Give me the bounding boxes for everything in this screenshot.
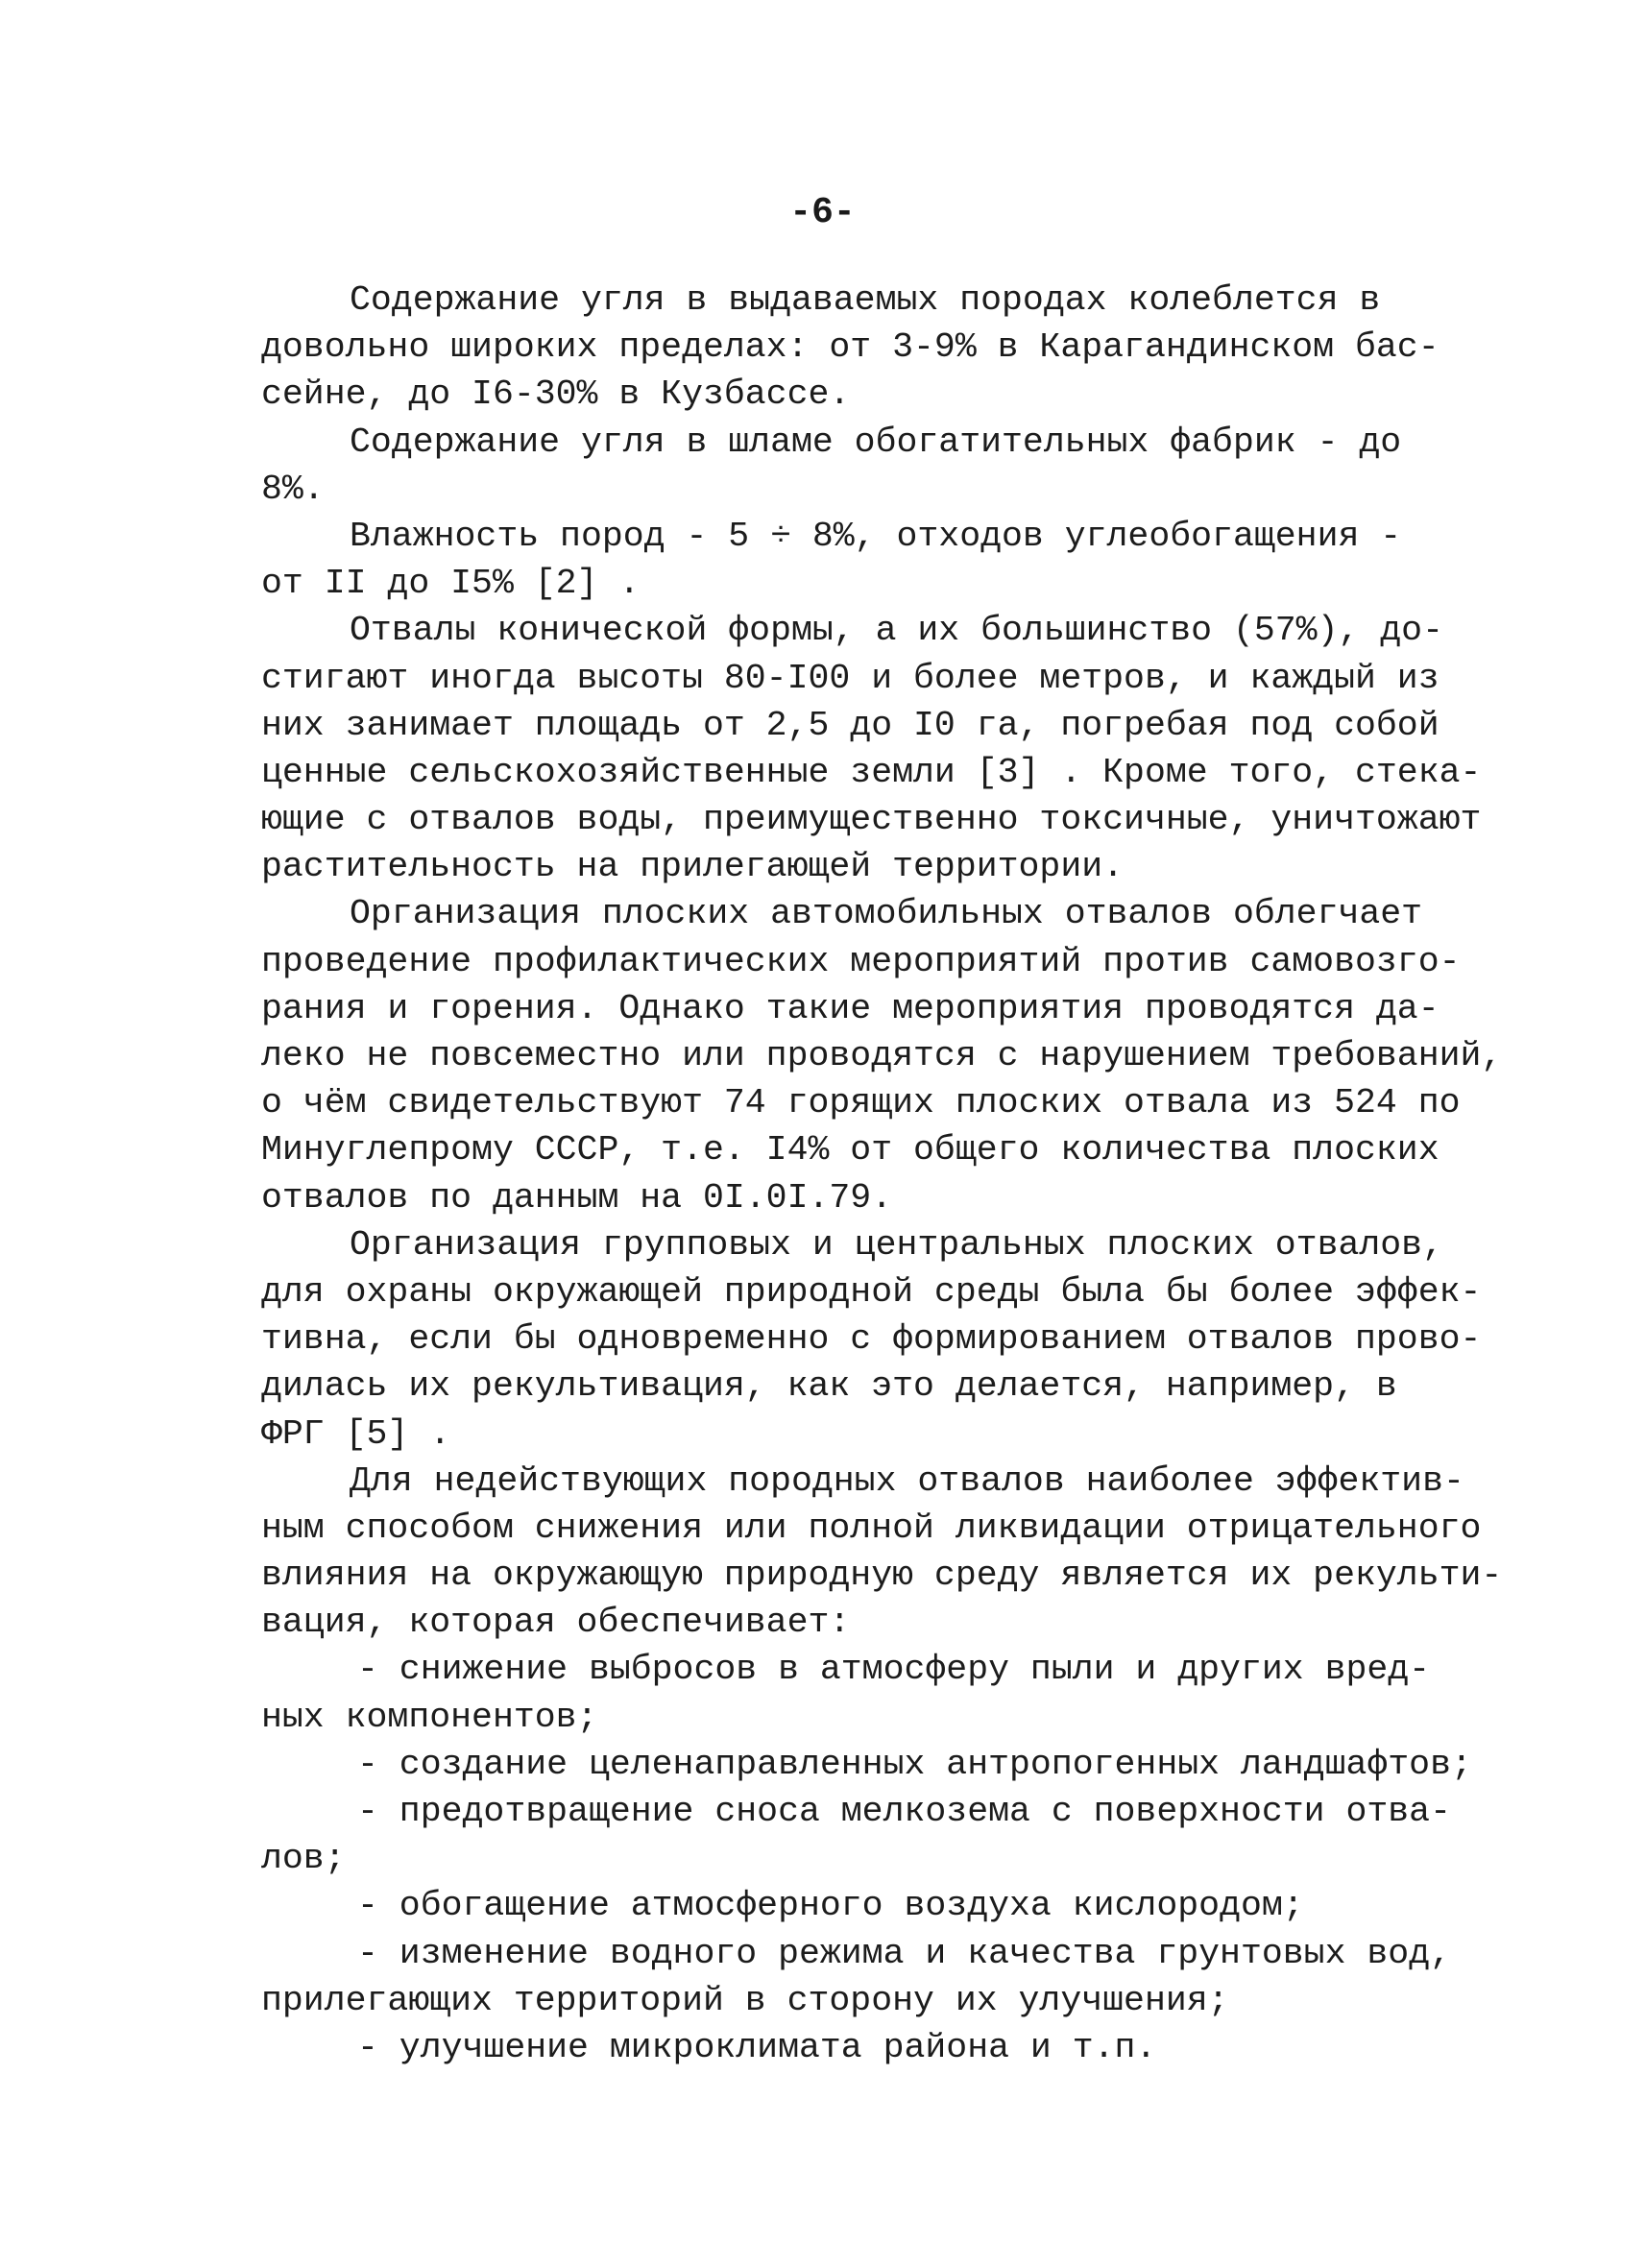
text-line: 8%. xyxy=(261,469,325,509)
text-line: - изменение водного режима и качества грунтовых вод, xyxy=(357,1933,1451,1973)
text-line: лов; xyxy=(261,1839,346,1879)
text-line: влияния на окружающую природную среду является их рекульти- xyxy=(261,1556,1503,1596)
text-line: тивна, если бы одновременно с формированием отвалов прово- xyxy=(261,1319,1482,1360)
text-line: довольно широких пределах: от 3-9% в Карагандинском бас- xyxy=(261,327,1439,368)
text-line: рания и горения. Однако такие мероприятия проводятся да- xyxy=(261,988,1439,1028)
text-line: ным способом снижения или полной ликвидации отрицательного xyxy=(261,1508,1482,1548)
text-line: для охраны окружающей природной среды была бы более эффек- xyxy=(261,1271,1482,1312)
text-line: ценные сельскохозяйственные земли [3] . Кроме того, стека- xyxy=(261,752,1482,792)
text-line: - снижение выбросов в атмосферу пыли и других вред- xyxy=(357,1650,1431,1690)
text-line: - предотвращение сноса мелкозема с поверхности отва- xyxy=(357,1792,1451,1831)
text-line: - создание целенаправленных антропогенных ландшафтов; xyxy=(357,1744,1472,1784)
text-line: прилегающих территорий в сторону их улучшения; xyxy=(261,1980,1229,2020)
text-line: вация, которая обеспечивает: xyxy=(261,1603,851,1643)
body-text xyxy=(261,277,1503,2071)
text-line: ФРГ [5] . xyxy=(261,1413,451,1454)
text-line: Организация групповых и центральных плоских отвалов, xyxy=(350,1224,1443,1265)
text-line: растительность на прилегающей территории. xyxy=(261,847,1125,887)
text-line: Содержание угля в шламе обогатительных фабрик - до xyxy=(350,422,1402,462)
text-line: ющие с отвалов воды, преимущественно токсичные, уничтожают xyxy=(261,800,1482,840)
text-line: Организация плоских автомобильных отвалов облегчает xyxy=(350,894,1423,934)
text-line: стигают иногда высоты 80-I00 и более метров, и каждый из xyxy=(261,658,1439,698)
text-line: отвалов по данным на 0I.0I.79. xyxy=(261,1177,893,1218)
text-line: ных компонентов; xyxy=(261,1697,598,1737)
text-line: Влажность пород - 5 ÷ 8%, отходов углеобогащения - xyxy=(350,516,1402,556)
text-line: Отвалы конической формы, а их большинство (57%), до- xyxy=(350,611,1443,651)
text-line: Содержание угля в выдаваемых породах колеблется в xyxy=(350,280,1381,320)
text-line: - обогащение атмосферного воздуха кислородом; xyxy=(357,1886,1304,1926)
text-line: Для недействующих породных отвалов наиболее эффектив- xyxy=(350,1460,1464,1501)
text-line: проведение профилактических мероприятий против самовозго- xyxy=(261,941,1461,981)
text-line: дилась их рекультивация, как это делается, например, в xyxy=(261,1366,1397,1407)
text-line: них занимает площадь от 2,5 до I0 га, погребая под собой xyxy=(261,705,1439,745)
page-number: -6- xyxy=(789,192,856,233)
text-line: о чём свидетельствуют 74 горящих плоских отвала из 524 по xyxy=(261,1083,1461,1123)
text-line: от II до I5% [2] . xyxy=(261,564,641,604)
text-line: сейне, до I6-30% в Кузбассе. xyxy=(261,374,851,415)
text-line: Минуглепрому СССР, т.е. I4% от общего количества плоских xyxy=(261,1130,1439,1170)
text-line: - улучшение микроклимата района и т.п. xyxy=(357,2027,1157,2067)
text-line: леко не повсеместно или проводятся с нарушением требований, xyxy=(261,1036,1503,1075)
